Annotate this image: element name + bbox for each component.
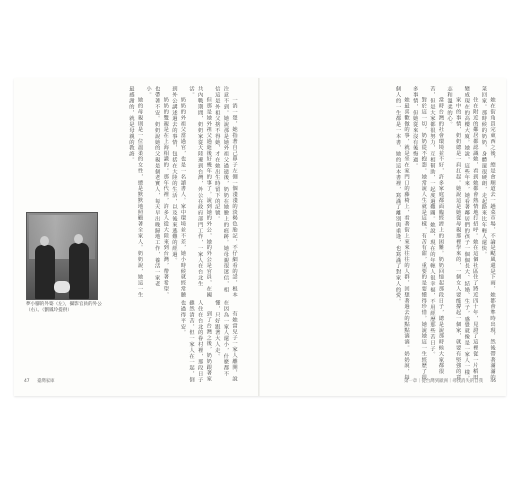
paragraph: 對於這一切，奶奶從不抱怨。她常說人生就是這樣，有苦有甜，重要的是要懂得珍惜。她說她這一生經歷了很多事情，但她從來沒有後悔過。 [411,86,427,380]
left-folio [24,378,55,384]
paragraph: 一消一楚，她指著自己鼻子左側一個淺淺的淡褐色胎記，不仔細看的話，根本注意不到。她說那是她外祖父過逝後，奶奶在她臉上的痕跡。她母親很迷信，相信這是外祖父捨不得她，才在她出生時留下的記號。 [213,86,237,298]
left-page-body-text [102,86,238,298]
photo-caption: 夢小腳的外婆（左），攝影官員的外公（右）。（劉鳳玲提供） [26,302,102,314]
page-number: 47 [24,379,30,384]
right-page [260,78,506,396]
paragraph: 她在街角買完東西之後，總是會順道去一趟菜市場，不論是颳風還是下雨，她都會準時出現，然後帶著滿滿的菜回家。那時候的奶奶，身體還很硬朗，走起路來比年輕人還快。 [480,86,495,380]
paragraph: 她的母親則是一位溫柔的女性，總是默默地照顧著全家人。奶奶說，她這一生最感謝的，就是母親的教誨。 [127,86,143,298]
left-page-lower-text [126,300,238,384]
running-title: 臺灣家庫 [37,379,55,384]
right-page-body-text [268,86,496,384]
paragraph: 她最喜歡做的事，就是坐在家門口的藤椅上，看著街上來來往往的人群，回想著過去的點點滴滴。奶奶說，每個人的一生都是一本書，她的這本書裡，寫滿了離別與重逢，也寫滿了對家人的愛。 [394,86,410,380]
person-left [35,245,55,299]
person-right [69,243,89,299]
paragraph: 有她當兒子一家人離開，說在因為一家人還小，什麼都不懂，只好跟著大人走。 [213,300,237,382]
right-folio [404,378,496,384]
paragraph: 但那是她外祖父過逝後好幾年的事了。說到她的外公，她的外公是官員，在國共內戰期間，奶奶家從大陸遷到台灣，外公在政府部門工作，一家人在台北生活。 [188,86,212,298]
paragraph: 家中的事情，奶奶總是一肩扛起。她說這是她從母親那裡學來的，一個女人要能撐起一個家，就要有堅強的意志和溫柔的心。 [446,86,461,380]
left-page [14,78,260,396]
dog [54,281,70,293]
paragraph: 奶奶的外祖父當過官，也是一名讀書人。家中環境並不差，她小時候就經常聽到外公講述過去的事情，包括在大陸的生活，以及後來逃難的經過。 [170,86,186,298]
book-spread [14,78,506,396]
page-number: 46 [490,379,496,384]
family-photo [26,212,98,300]
paragraph: 當時台灣的社會環境並不好，許多家庭都面臨經濟上的困難。奶奶回憶起那段日子，總是說那時候大家都很苦，但是大家都很努力，互相幫助，一起度過難關。她說，現在的年輕人很幸福，不用經歷那些苦日子。 [428,86,444,374]
running-title: 第一章｜從台灣到歐洲｜尋找消失的自我 [403,379,483,384]
paragraph: 到了台灣之後，奶奶跟著家人住在台北的眷村裡，那段日子雖然清苦，但一家人在一起，倒也過得平安。 [179,300,212,383]
paragraph: 住在附近的鄰居都認識她，看到她都會熱情地打招呼。她在這個社區住了將近四十年，見證了這裡從一片稻田變成現在的高樓大廈。她說，這些年來，她看著鄰居們的孩子一個個長大、結婚、生子，感覺就像是一家人一樣。 [463,86,478,381]
paragraph: 奶奶的雙親是在上海相識的。那年代裡，許多人從大陸來到台灣，帶著希望，也帶著不安。奶奶說她的父親是個老實人，每天早出晚歸地工作，養活一家老小。 [145,86,169,298]
